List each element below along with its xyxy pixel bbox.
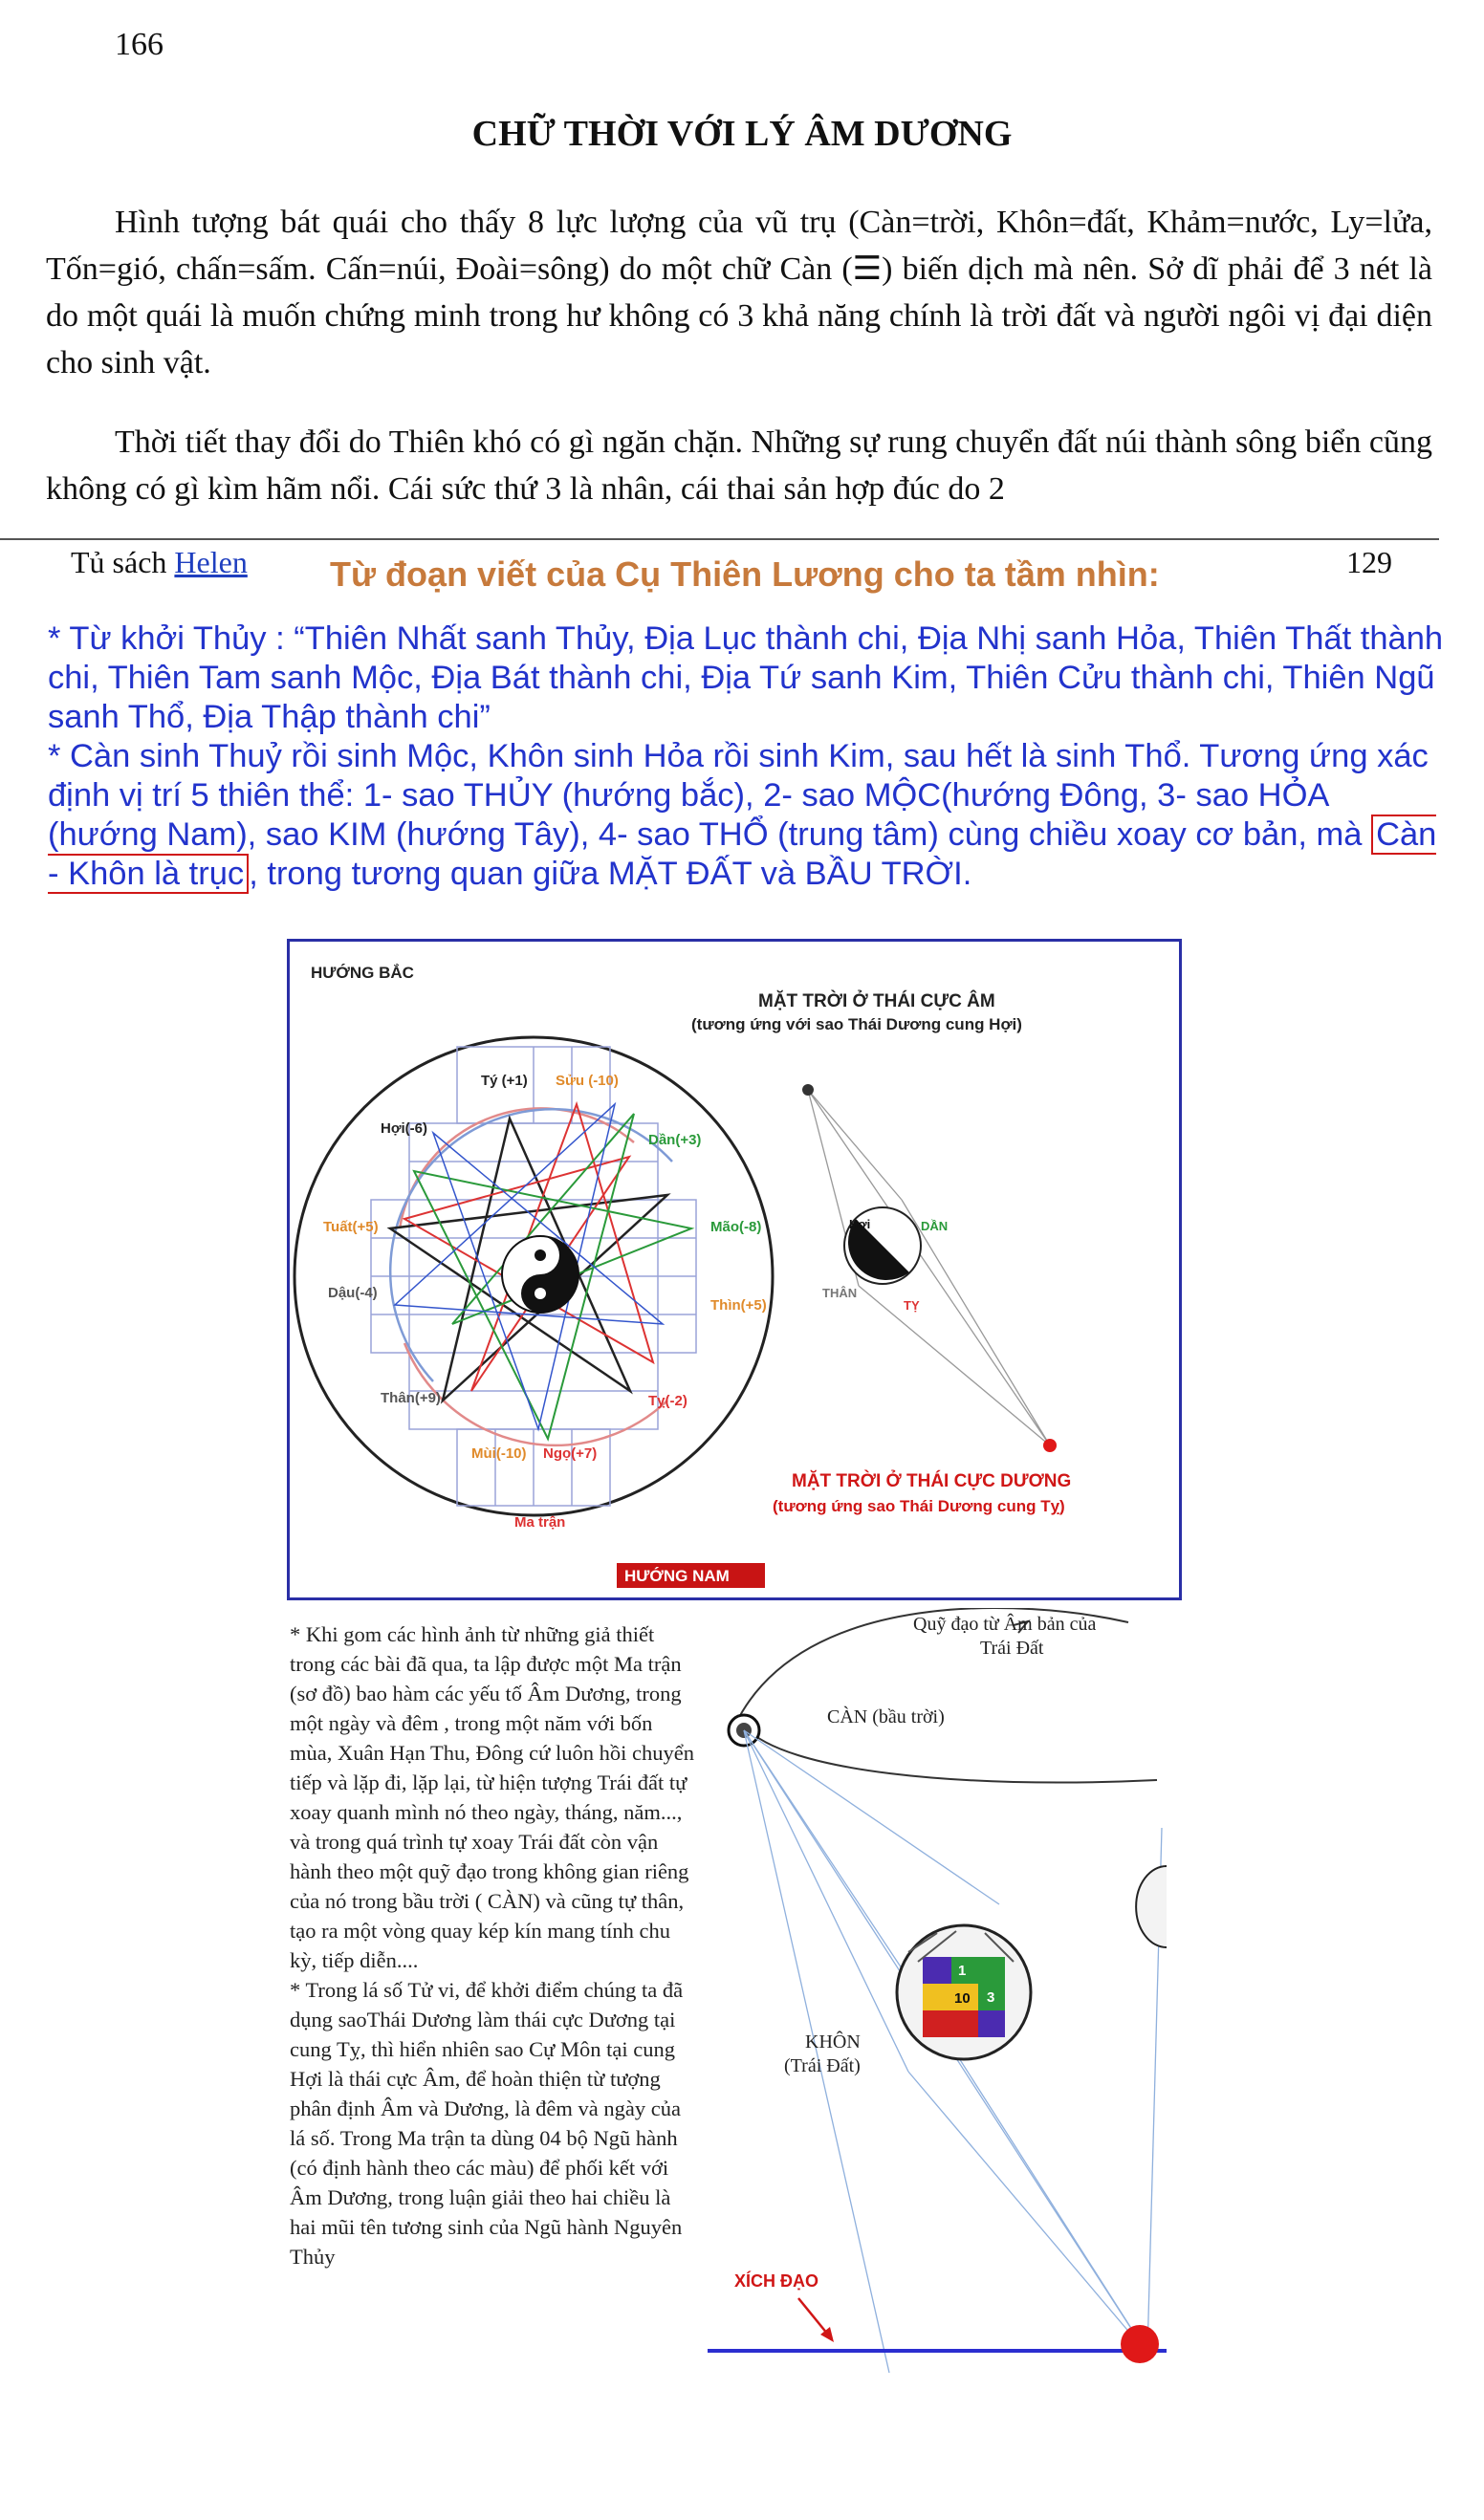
moon-label-dan: DẦN: [921, 1219, 949, 1233]
orbit-label-2: Trái Đất: [980, 1638, 1044, 1659]
south-label: HƯỚNG NAM: [624, 1567, 730, 1585]
section-divider: [0, 538, 1439, 540]
projection-lines: [808, 1090, 1050, 1445]
branch-mao: Mão(-8): [710, 1219, 762, 1235]
yin-yang-matrix-figure: [287, 939, 1182, 1600]
branch-ty-top: Tý (+1): [481, 1073, 528, 1089]
branch-mui: Mùi(-10): [471, 1445, 527, 1462]
matrix-label: Ma trận: [514, 1514, 566, 1531]
book-header: [71, 545, 248, 580]
blue-text-block: [48, 619, 1444, 894]
matrix-diagram: [290, 942, 1179, 1597]
helen-link[interactable]: Helen: [174, 545, 248, 579]
sun-yang-dot: [1043, 1439, 1057, 1452]
orbit-label-1: Quỹ đạo từ Âm bản của: [913, 1614, 1097, 1635]
yin-yang-icon: [502, 1236, 578, 1313]
moon-label-ty: TỴ: [904, 1298, 920, 1313]
explanation-p2: * Trong lá số Tử vi, để khởi điểm chúng ta đã dụng saoThái Dương làm thái cực Dương tại cung Tỵ, thì hiển nhiên sao Cự Môn tại cung Hợi là thái cực Âm, để hoàn thiện từ tượng phân định Âm và Dương, là đêm và ngày của lá số. Trong Ma trận ta dùng 04 bộ Ngũ hành (có định hành theo các màu) để phối kết với Âm Dương, trong luận giải theo hai chiều là hai mũi tên tương sinh của Ngũ hành Nguyên Thủy: [290, 1978, 684, 2269]
paragraph-2: [46, 419, 1432, 512]
explanation-text: [290, 1619, 696, 2271]
branch-tuat: Tuất(+5): [323, 1219, 379, 1235]
sun-yin-dot: [802, 1084, 814, 1096]
branch-ty-right: Tỵ(-2): [648, 1393, 687, 1409]
branch-dan: Dần(+3): [648, 1132, 702, 1148]
moon-label-than: THÂN: [822, 1286, 858, 1300]
north-label: HƯỚNG BẮC: [311, 964, 414, 982]
blue-line-2-end: , trong tương quan giữa MẶT ĐẤT và BẦU TRỜI.: [249, 856, 972, 892]
sun-yin-title: MẶT TRỜI Ở THÁI CỰC ÂM: [758, 991, 995, 1011]
branch-ngo: Ngọ(+7): [543, 1445, 598, 1462]
equator-label: XÍCH ĐẠO: [734, 2271, 819, 2291]
khon-label-1: KHÔN: [805, 2031, 861, 2053]
partial-earth-icon: [1136, 1866, 1167, 1947]
explanation-p1: * Khi gom các hình ảnh từ những giả thiết trong các bài đã qua, ta lập được một Ma trận (sơ đồ) bao hàm các yếu tố Âm Dương, trong một ngày và đêm , trong một năm với bốn mùa, Xuân Hạn Thu, Đông cứ luôn hồi chuyển tiếp và lặp đi, lặp lại, từ hiện tượng Trái đất tự xoay quanh mình nó theo ngày, tháng, năm..., và trong quá trình tự xoay Trái đất còn vận hành theo một quỹ đạo trong không gian riêng của nó trong bầu trời ( CÀN) và cũng tự thân, tạo ra một vòng quay kép kín mang tính chu kỳ, tiếp diễn....: [290, 1622, 694, 1972]
can-label: CÀN (bầu trời): [827, 1706, 945, 1727]
branch-dau: Dậu(-4): [328, 1285, 378, 1301]
grid-number-3: 3: [987, 1989, 995, 2006]
header-note: Từ đoạn viết của Cụ Thiên Lương cho ta tầm nhìn:: [330, 554, 1160, 594]
branch-than: Thân(+9): [381, 1390, 441, 1406]
blue-line-2-start: * Càn sinh Thuỷ rồi sinh Mộc, Khôn sinh Hỏa rồi sinh Kim, sau hết là sinh Thổ. Tương ứng xác định vị trí 5 thiên thể: 1- sao THỦY (hướng bắc), 2- sao MỘC(hướng Đông, 3- sao HỎA (hướng Nam), sao KIM (hướng Tây), 4- sao THỔ (trung tâm) cùng chiều xoay cơ bản, mà: [48, 738, 1429, 853]
grid-number-1: 1: [958, 1963, 967, 1979]
blue-line-2: [48, 737, 1444, 894]
branch-suu: Sửu (-10): [556, 1073, 619, 1089]
sun-yang-subtitle: (tương ứng sao Thái Dương cung Tỵ): [773, 1497, 1065, 1515]
book-header-prefix: Tủ sách: [71, 545, 167, 579]
moon-label-hoi: Hợi: [849, 1217, 871, 1231]
top-page-number: 166: [115, 27, 164, 62]
red-sun-icon: [1121, 2325, 1159, 2363]
grid-number-10: 10: [954, 1990, 971, 2007]
branch-hoi: Hợi(-6): [381, 1120, 427, 1137]
highlighted-phrase: Càn - Khôn là trục: [48, 816, 1437, 892]
sun-yin-subtitle: (tương ứng với sao Thái Dương cung Hợi): [691, 1015, 1022, 1033]
header-page-number: 129: [1346, 545, 1392, 579]
blue-line-1: * Từ khởi Thủy : “Thiên Nhất sanh Thủy, Địa Lục thành chi, Địa Nhị sanh Hỏa, Thiên Thất thành chi, Thiên Tam sanh Mộc, Địa Bát thành chi, Địa Tứ sanh Kim, Thiên Cửu thành chi, Thiên Ngũ sanh Thổ, Địa Thập thành chi”: [48, 620, 1444, 735]
paragraph-2-text: Thời tiết thay đổi do Thiên khó có gì ngăn chặn. Những sự rung chuyển đất núi thành sông biển cũng không có gì kìm hãm nổi. Cái sức thứ 3 là nhân, cái thai sản hợp đúc do 2: [46, 424, 1432, 507]
khon-label-2: (Trái Đất): [784, 2055, 861, 2076]
branch-thin: Thìn(+5): [710, 1297, 767, 1314]
paragraph-1-text: Hình tượng bát quái cho thấy 8 lực lượng của vũ trụ (Càn=trời, Khôn=đất, Khảm=nước, Ly=lửa, Tốn=gió, chấn=sấm. Cấn=núi, Đoài=sông) do một chữ Càn (☰) biến dịch mà nên. Sở dĩ phải để 3 nét là do một quái là muốn chứng minh trong hư không có 3 khả năng chính là trời đất và người ngôi vị đại diện cho sinh vật.: [46, 205, 1432, 380]
earth-orbit-figure: [708, 1608, 1167, 2373]
sun-yang-title: MẶT TRỜI Ở THÁI CỰC DƯƠNG: [792, 1471, 1072, 1491]
orbit-diagram: [708, 1608, 1167, 2373]
paragraph-1: [46, 199, 1432, 386]
page-title: CHỮ THỜI VỚI LÝ ÂM DƯƠNG: [471, 114, 1013, 154]
